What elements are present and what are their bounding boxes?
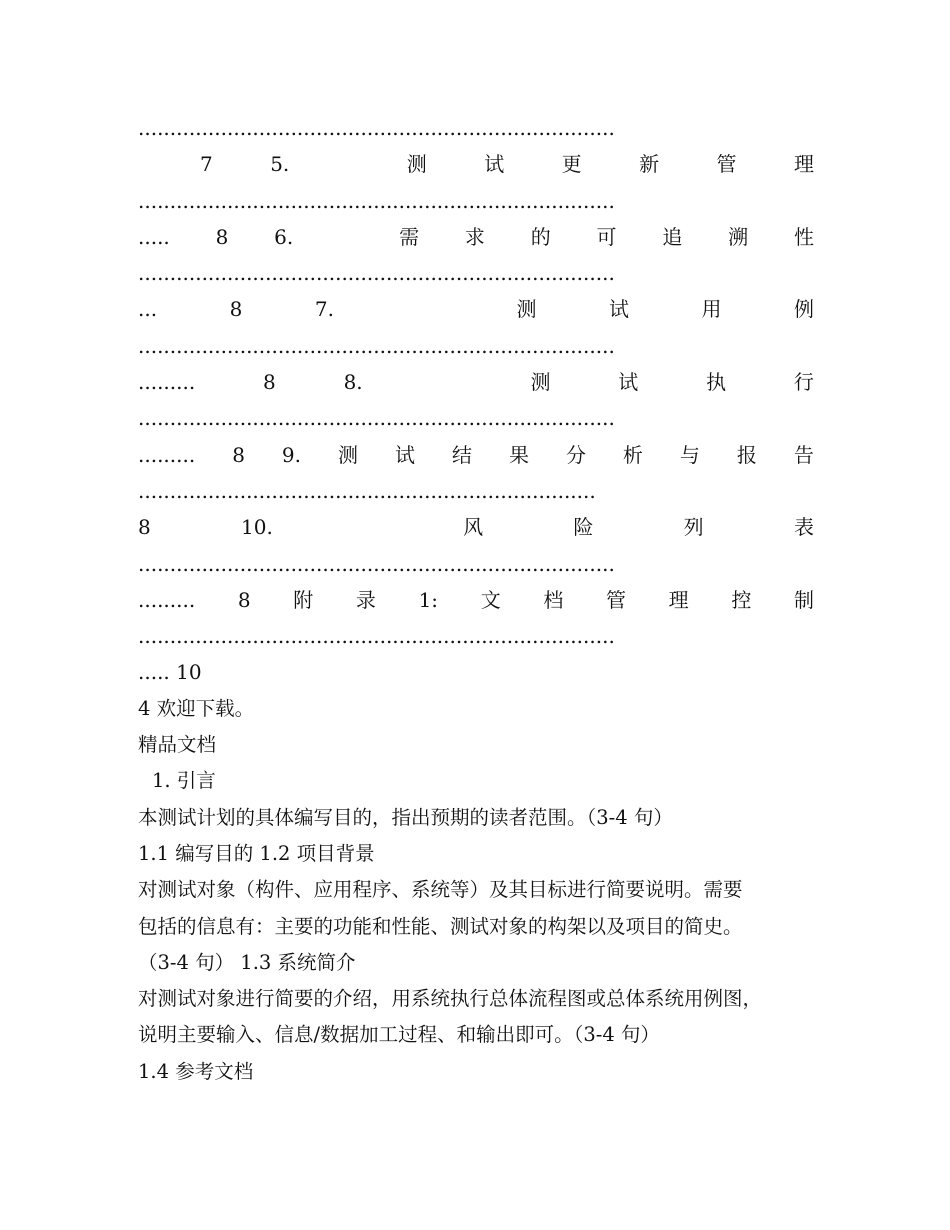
toc-last-page: ..... 10	[138, 660, 202, 685]
toc-leader-dots: ...........................................................................	[138, 116, 615, 140]
toc-entry-7: ... 8 7. 测 试 用 例	[138, 297, 814, 322]
welcome-text: 4 欢迎下载。	[138, 696, 255, 720]
paragraph: 说明主要输入、信息/数据加工过程、和输出即可。（3-4 句）	[138, 1023, 660, 1047]
section-heading: 1. 引言	[152, 769, 216, 793]
paragraph: （3-4 句） 1.3 系统简介	[138, 950, 356, 974]
toc-entry-9: ......... 8 9. 测 试 结 果 分 析 与 报 告	[138, 442, 814, 467]
toc-entry-8: ......... 8 8. 测 试 执 行	[138, 370, 814, 395]
toc-leader-dots: ...........................................................................	[138, 406, 615, 431]
toc-leader-dots: ...........................................................................	[138, 624, 615, 649]
page-header-text: 精品文档	[138, 733, 217, 757]
section-heading: 1.1 编写目的 1.2 项目背景	[138, 841, 375, 865]
document-page	[138, 110, 814, 1090]
toc-leader-dots: ...........................................................................	[138, 188, 615, 213]
toc-leader-dots: ...........................................................................	[138, 261, 615, 286]
section-heading: 1.4 参考文档	[138, 1059, 254, 1083]
toc-leader-dots: ...........................................................................	[138, 551, 615, 576]
toc-entry-6: ..... 8 6. 需 求 的 可 追 溯 性	[138, 224, 814, 249]
toc-leader-dots: ........................................................................	[138, 478, 596, 503]
paragraph: 对测试对象进行简要的介绍，用系统执行总体流程图或总体系统用例图，	[138, 987, 763, 1011]
toc-leader-dots: ...........................................................................	[138, 333, 615, 358]
toc-entry-appendix: ......... 8 附 录 1: 文 档 管 理 控 制	[138, 587, 814, 612]
paragraph: 本测试计划的具体编写目的，指出预期的读者范围。（3-4 句）	[138, 805, 673, 829]
toc-entry-10: 8 10. 风 险 列 表	[138, 515, 814, 540]
paragraph: 对测试对象（构件、应用程序、系统等）及其目标进行简要说明。需要	[138, 878, 743, 902]
toc-entry-5: 7 5. 测 试 更 新 管 理	[200, 152, 814, 177]
paragraph: 包括的信息有：主要的功能和性能、测试对象的构架以及项目的简史。	[138, 914, 743, 938]
